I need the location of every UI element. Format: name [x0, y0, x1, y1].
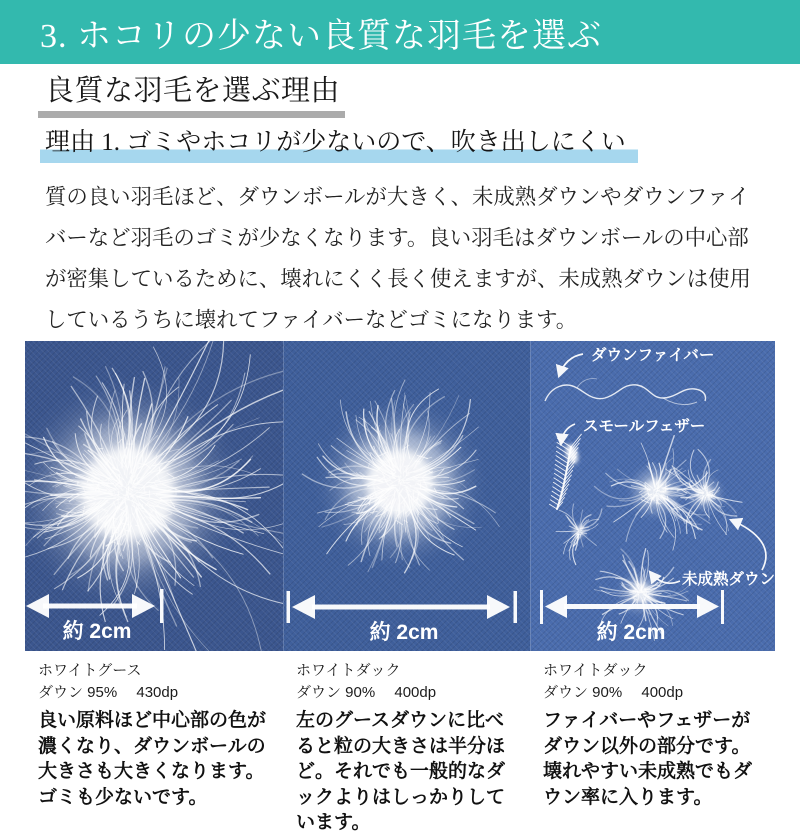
annotation-arrow [559, 354, 583, 376]
caption-name: ホワイトダック [543, 661, 759, 680]
annotation-arrow [561, 424, 575, 444]
annotation-label: スモールフェザー [583, 417, 705, 435]
scale-arrow [287, 591, 518, 644]
annotation-arrow [731, 520, 766, 570]
scale-arrow [26, 589, 164, 643]
caption-name: ホワイトグース [38, 661, 267, 680]
caption-description: ファイバーやフェザーがダウン以外の部分です。壊れやすい未成熟でもダウン率に入ります。 [543, 708, 759, 810]
down-fiber-illustration [545, 378, 706, 404]
feather-panel-duck-parts [530, 341, 775, 651]
page-title: 3. ホコリの少ない良質な羽毛を選ぶ [40, 8, 602, 57]
paragraph-line: しているうちに壊れてファイバーなどゴミになります。 [45, 300, 761, 341]
feather-panel-duck [283, 341, 530, 651]
down-ball-medium-illustration [302, 380, 499, 573]
annotation-label: ダウンファイバー [591, 346, 714, 364]
annotation-small-feather [561, 417, 705, 444]
small-feather-illustration [550, 434, 582, 509]
immature-down-illustration [556, 436, 742, 641]
paragraph-line: バーなど羽毛のゴミが少なくなります。良い羽毛はダウンボールの中心部 [45, 218, 761, 259]
scale-label: 約 2cm [63, 619, 132, 643]
heading-underline [38, 111, 345, 118]
annotation-label: 未成熟ダウン [682, 569, 775, 588]
section-banner [0, 0, 800, 64]
caption-column-duck-parts [530, 661, 775, 836]
caption-name: ホワイトダック [296, 661, 514, 680]
caption-description: 良い原料ほど中心部の色が濃くなり、ダウンボールの大きさも大きくなります。ゴミも少ないです。 [38, 708, 267, 810]
caption-column-duck [283, 661, 530, 836]
paragraph-line: 質の良い羽毛ほど、ダウンボールが大きく、未成熟ダウンやダウンファイ [45, 177, 761, 218]
caption-spec: ダウン 90% 400dp [543, 683, 759, 702]
caption-row [25, 651, 775, 836]
feather-panel-goose [25, 341, 283, 651]
caption-spec: ダウン 95% 430dp [38, 683, 267, 702]
caption-description: 左のグースダウンに比べると粒の大きさは半分ほど。それでも一般的なダックよりはしっかりしています。 [296, 708, 514, 836]
reason-heading [40, 128, 800, 163]
reason-highlight: 理由 1. ゴミやホコリが少ないので、吹き出しにくい [40, 128, 638, 163]
caption-column-goose [25, 661, 283, 836]
photo-strip [25, 341, 775, 651]
caption-spec: ダウン 90% 400dp [296, 683, 514, 702]
section-heading: 良質な羽毛を選ぶ理由 [45, 74, 800, 108]
scale-label: 約 2cm [597, 620, 666, 644]
scale-label: 約 2cm [370, 620, 439, 644]
body-paragraph [45, 177, 761, 341]
annotation-down-fiber [559, 346, 714, 376]
paragraph-line: が密集しているために、壊れにくく長く使えますが、未成熟ダウンは使用 [45, 259, 761, 300]
